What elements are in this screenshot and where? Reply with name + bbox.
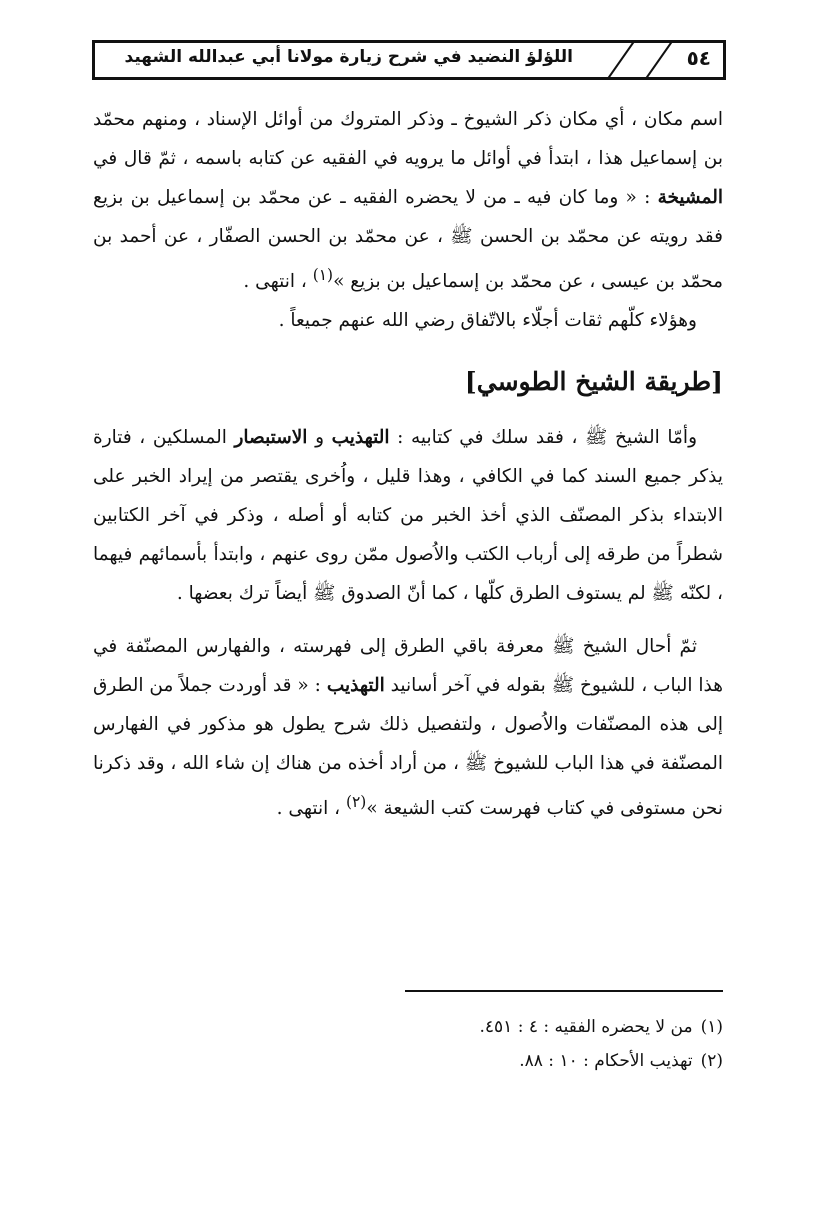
footnote-2: (٢)تهذيب الأحكام : ١٠ : ٨٨. [519, 1051, 723, 1071]
page-header [92, 40, 726, 80]
section-heading: [طريقة الشيخ الطوسي] [464, 367, 723, 397]
footnote-1: (١)من لا يحضره الفقيه : ٤ : ٤٥١. [479, 1017, 723, 1037]
paragraph-3: وأمّا الشيخ ﷺ ، فقد سلك في كتابيه : التهذيب و الاستبصار المسلكين ، فتارة يذكر جميع السند كما في الكافي ، وهذا قليل ، واُخرى يقتصر من إيراد الخبر على الابتداء بذكر المصنّف الذي أخذ الخبر من كتابه أو أصله ، وذكر في آخر الكتابين شطراً من طرقه إلى أرباب الكتب والاُصول ممّن روى عنهم ، وابتدأ بأسمائهم فيهما ، لكنّه ﷺ لم يستوف الطرق كلّها ، كما أنّ الصدوق ﷺ أيضاً ترك بعضها . [93, 427, 723, 605]
bold-term-mashikha: المشيخة [657, 187, 723, 208]
main-text [93, 100, 723, 828]
bold-term-istibsar: الاستبصار [234, 427, 308, 449]
bold-term-tahdhib-2: التهذيب [326, 675, 385, 697]
paragraph-4: ثمّ أحال الشيخ ﷺ معرفة باقي الطرق إلى فهرسته ، والفهارس المصنّفة في هذا الباب ، للشيوخ ﷺ بقوله في آخر أسانيد التهذيب : « قد أوردت جملاً من الطرق إلى هذه المصنّفات والاُصول ، ولتفصيل ذلك شرح يطول هو مذكور في الفهارس المصنّفة في هذا الباب للشيوخ ﷺ ، من أراد أخذه من هناك إن شاء الله ، وقد ذكرنا نحن مستوفى في كتاب فهرست كتب الشيعة »$^{(٢)}$ ، انتهى . [93, 636, 724, 820]
footnote-ref-1: (١) [312, 266, 334, 284]
paragraph-2: وهؤلاء كلّهم ثقات أجلّاء بالاتّفاق رضي الله عنهم جميعاً . [278, 310, 697, 332]
paragraph-1: اسم مكان ، أي مكان ذكر الشيوخ ـ وذكر المتروك من أوائل الإسناد ، ومنهم محمّد بن إسماعيل هذا ، ابتدأ في أوائل ما يرويه في الفقيه عن كتابه باسمه ، ثمّ قال في المشيخة : « وما كان فيه ـ من لا يحضره الفقيه ـ عن محمّد بن إسماعيل بن بزيع فقد رويته عن محمّد بن الحسن ﷺ ، عن محمّد بن الحسن الصفّار ، عن أحمد بن محمّد بن عيسى ، عن محمّد بن إسماعيل بن بزيع »$^{(١)}$ ، انتهى . [93, 109, 723, 293]
footnote-ref-2: (٢) [346, 793, 367, 812]
footnotes [93, 1010, 723, 1078]
running-header-title: اللؤلؤ النضيد في شرح زيارة مولانا أبي عبدالله الشهيد [124, 47, 573, 67]
page-number: ٥٤ [686, 46, 711, 70]
bold-term-tahdhib: التهذيب [331, 427, 390, 449]
footnote-divider [405, 990, 723, 992]
